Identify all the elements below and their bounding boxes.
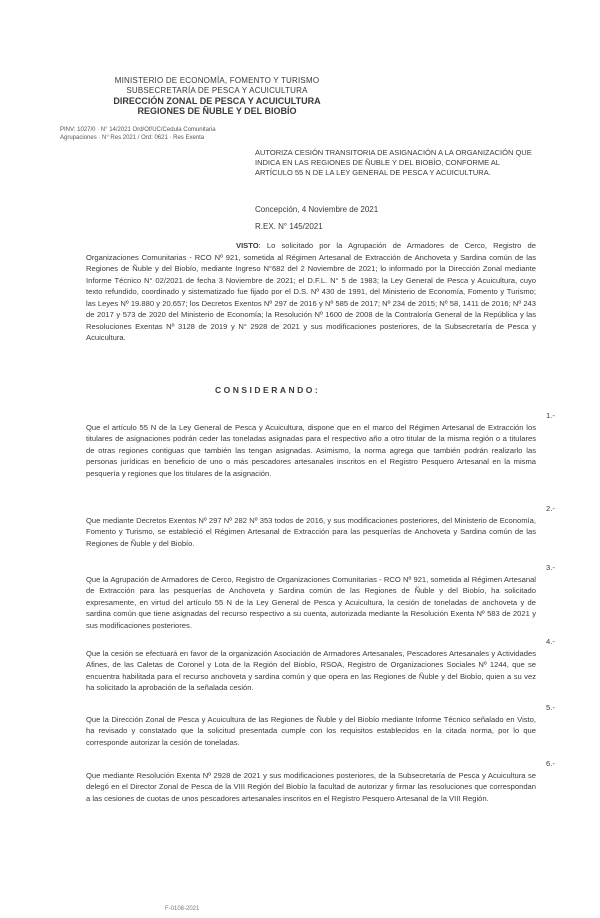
subsecretariat-name: SUBSECRETARÍA DE PESCA Y ACUICULTURA bbox=[126, 86, 308, 95]
reference-line-2: Agrupaciones · N° Res 2021 / Ord: 0621 · Res Exenta bbox=[60, 135, 205, 141]
considerando-number: 3.- bbox=[546, 563, 555, 572]
considerando-number: 4.- bbox=[546, 637, 555, 646]
page-footer-code: F-0108-2021 bbox=[165, 906, 200, 912]
considerando-heading: CONSIDERANDO: bbox=[215, 385, 321, 395]
considerando-2 bbox=[86, 503, 555, 549]
considerando-text: Que la cesión se efectuará en favor de la organización Asociación de Armadores Artesanales, Pescadores Artesanales y Actividades Afines, de las Caletas de Coronel y Lota de la Región del Biobío, RSOA, Registro de Organizaciones Sociales Nº 1244, que se encuentra habilitada para el recurso anchoveta y sardina común y que opera en las Regiones de Ñuble y del Biobío, quien a su vez ha solicitado la aprobación de la señalada cesión. bbox=[86, 648, 536, 692]
considerando-4 bbox=[86, 636, 555, 694]
ministry-name: MINISTERIO DE ECONOMÍA, FOMENTO Y TURISMO bbox=[114, 76, 320, 85]
considerando-6 bbox=[86, 758, 555, 804]
visto-lead: VISTO bbox=[236, 241, 259, 250]
considerando-text: Que el artículo 55 N de la Ley General de Pesca y Acuicultura, dispone que en el marco del Régimen Artesanal de Extracción los titulares de asignaciones podrán ceder las toneladas asignadas para el respectivo año a otro titular de la misma región o a titulares de otras regiones contiguas que también las tengan asignadas. Asimismo, la norma agrega que también podrán realizarlo las personas jurídicas en beneficio de uno o más pescadores artesanales inscritos en el Registro Pesquero Artesanal en la misma pesquería y regiones que los titulares de la asignación. bbox=[86, 422, 536, 478]
institution-header bbox=[92, 76, 342, 116]
reference-line-1: PINV: 1027/0 · N° 14/2021 Ord/Of/UC/Cedula Comunitaria bbox=[60, 127, 216, 133]
considerando-number: 1.- bbox=[546, 411, 555, 420]
considerando-number: 6.- bbox=[546, 759, 555, 768]
resolution-title: AUTORIZA CESIÓN TRANSITORIA DE ASIGNACIÓN A LA ORGANIZACIÓN QUE INDICA EN LAS REGIONES DE ÑUBLE Y DEL BIOBÍO, CONFORME AL ARTÍCULO 55 N DE LA LEY GENERAL DE PESCA Y ACUICULTURA. bbox=[255, 148, 532, 177]
visto-text: : Lo solicitado por la Agrupación de Armadores de Cerco, Registro de Organizaciones Comunitarias - RCO Nº 921, sometida al Régimen Artesanal de Extracción de Anchoveta y Sardina común de las Regiones de Ñuble y del Biobío, mediante Ingreso N°682 del 2 Noviembre de 2021; lo informado por la Dirección Zonal mediante Informe Técnico N° 02/2021 de fecha 3 Noviembre de 2021; el D.F.L. N° 5 de 1983; la Ley General de Pesca y Acuicultura, cuyo texto refundido, coordinado y sistematizado fue fijado por el D.S. Nº 430 de 1991, del Ministerio de Economía, Fomento y Turismo; las Leyes Nº 19.880 y 20.657; los Decretos Exentos Nº 297 de 2016 y Nº 585 de 2017; Nº 234 de 2015; Nº 58, 1411 de 2016; Nº 243 de 2017 y 573 de 2020 del Ministerio de Economía; la Resolución Nº 1600 de 2008 de la Contraloría General de la República y las Resoluciones Exentas Nº 3128 de 2019 y N° 2928 de 2021 y sus modificaciones posteriores, de la Subsecretaría de Pesca y Acuicultura. bbox=[86, 241, 536, 342]
considerando-number: 2.- bbox=[546, 504, 555, 513]
reference-lines bbox=[60, 126, 320, 142]
considerando-text: Que la Dirección Zonal de Pesca y Acuicultura de las Regiones de Ñuble y del Biobío mediante Informe Técnico señalado en Visto, ha revisado y constatado que la solicitud presentada cumple con los requisitos establecidos en la citada norma, por lo que corresponde autorizar la cesión de toneladas. bbox=[86, 714, 536, 747]
considerando-text: Que mediante Resolución Exenta Nº 2928 de 2021 y sus modificaciones posteriores, de la Subsecretaría de Pesca y Acuicultura se delegó en el Director Zonal de Pesca de la VIII Región del Biobío la facultad de autorizar y firmar las resoluciones que correspondan a las cesiones de cuotas de unos pescadores artesanales inscritos en el Registro Pesquero Artesanal de la VIII Región. bbox=[86, 770, 536, 803]
directorate-name: DIRECCIÓN ZONAL DE PESCA Y ACUICULTURA bbox=[113, 96, 321, 106]
considerando-text: Que la Agrupación de Armadores de Cerco, Registro de Organizaciones Comunitarias - RCO Nº 921, sometida al Régimen Artesanal de Extracción para las pesquerías de Anchoveta y Sardina común de las Regiones de Ñuble y del Biobío, ha solicitado expresamente, en virtud del artículo 55 N de la Ley General de Pesca y Acuicultura, la cesión de toneladas de anchoveta y de sardina común que tiene asignadas del recurso respectivo a su cuenta, autorizada mediante la Resolución Exenta Nº 583 de 2021 y sus modificaciones posteriores. bbox=[86, 574, 536, 630]
considerando-1 bbox=[86, 410, 555, 479]
considerando-number: 5.- bbox=[546, 703, 555, 712]
considerando-text: Que mediante Decretos Exentos Nº 297 Nº 282 Nº 353 todos de 2016, y sus modificaciones posteriores, del Ministerio de Economía, Fomento y Turismo, se estableció el Régimen Artesanal de Extracción para las pesquerías de Anchoveta y Sardina común de las Regiones de Ñuble y del Biobío. bbox=[86, 515, 536, 548]
visto-paragraph bbox=[86, 240, 536, 344]
regions-name: REGIONES DE ÑUBLE Y DEL BIOBÍO bbox=[137, 106, 297, 116]
resolution-date: Concepción, 4 Noviembre de 2021 bbox=[255, 205, 379, 214]
considerando-5 bbox=[86, 702, 555, 748]
considerando-3 bbox=[86, 562, 555, 631]
resolution-number: R.EX. N° 145/2021 bbox=[255, 222, 323, 231]
